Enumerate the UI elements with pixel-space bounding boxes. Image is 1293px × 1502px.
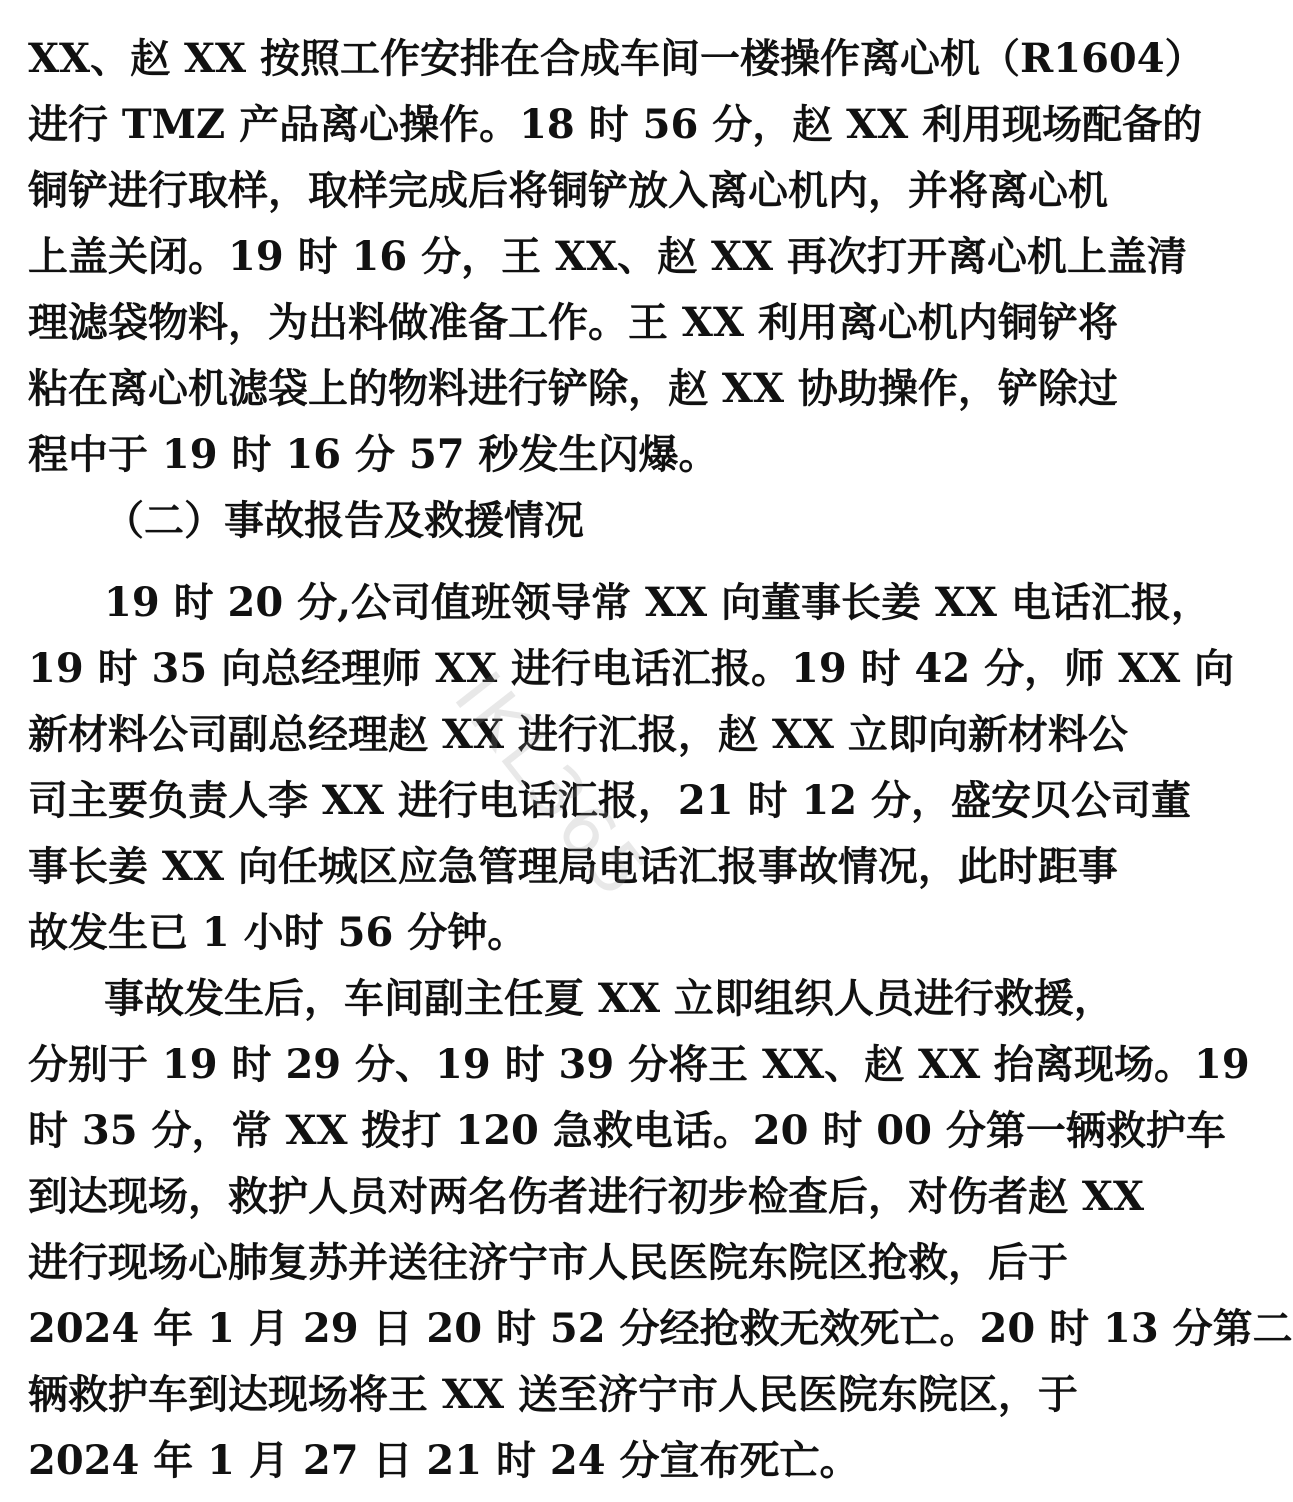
text-line: 19 时 20 分,公司值班领导常 XX 向董事长姜 XX 电话汇报， [104, 579, 1211, 626]
text-line: 到达现场，救护人员对两名伤者进行初步检查后，对伤者赵 XX [28, 1173, 1144, 1220]
text-line: 分别于 19 时 29 分、19 时 39 分将王 XX、赵 XX 抬离现场。19 [28, 1041, 1250, 1088]
watermark: IKL365 [438, 657, 665, 915]
text-line: 事故发生后，车间副主任夏 XX 立即组织人员进行救援， [104, 975, 1114, 1022]
text-line: 辆救护车到达现场将王 XX 送至济宁市人民医院东院区，于 [28, 1371, 1078, 1418]
text-line: 时 35 分，常 XX 拨打 120 急救电话。20 时 00 分第一辆救护车 [28, 1107, 1226, 1154]
text-line: 司主要负责人李 XX 进行电话汇报，21 时 12 分，盛安贝公司董 [28, 777, 1192, 824]
text-line: 进行 TMZ 产品离心操作。18 时 56 分，赵 XX 利用现场配备的 [28, 101, 1203, 148]
text-line: 粘在离心机滤袋上的物料进行铲除，赵 XX 协助操作，铲除过 [28, 365, 1118, 412]
text-line: 19 时 35 向总经理师 XX 进行电话汇报。19 时 42 分，师 XX 向 [28, 645, 1235, 692]
text-line: 程中于 19 时 16 分 57 秒发生闪爆。 [28, 431, 719, 478]
text-line: 新材料公司副总经理赵 XX 进行汇报，赵 XX 立即向新材料公 [28, 711, 1128, 758]
text-line: 铜铲进行取样，取样完成后将铜铲放入离心机内，并将离心机 [28, 167, 1108, 214]
section-heading: （二）事故报告及救援情况 [104, 497, 584, 544]
text-line: 2024 年 1 月 27 日 21 时 24 分宣布死亡。 [28, 1437, 860, 1484]
text-line: 进行现场心肺复苏并送往济宁市人民医院东院区抢救，后于 [28, 1239, 1068, 1286]
text-line: 上盖关闭。19 时 16 分，王 XX、赵 XX 再次打开离心机上盖清 [28, 233, 1188, 280]
text-line: 故发生已 1 小时 56 分钟。 [28, 909, 528, 956]
text-line: 理滤袋物料，为出料做准备工作。王 XX 利用离心机内铜铲将 [28, 299, 1118, 346]
text-line: XX、赵 XX 按照工作安排在合成车间一楼操作离心机（R1604） [28, 35, 1205, 82]
text-line: 2024 年 1 月 29 日 20 时 52 分经抢救无效死亡。20 时 13 分第二 [28, 1305, 1293, 1352]
text-line: 事长姜 XX 向任城区应急管理局电话汇报事故情况，此时距事 [28, 843, 1118, 890]
